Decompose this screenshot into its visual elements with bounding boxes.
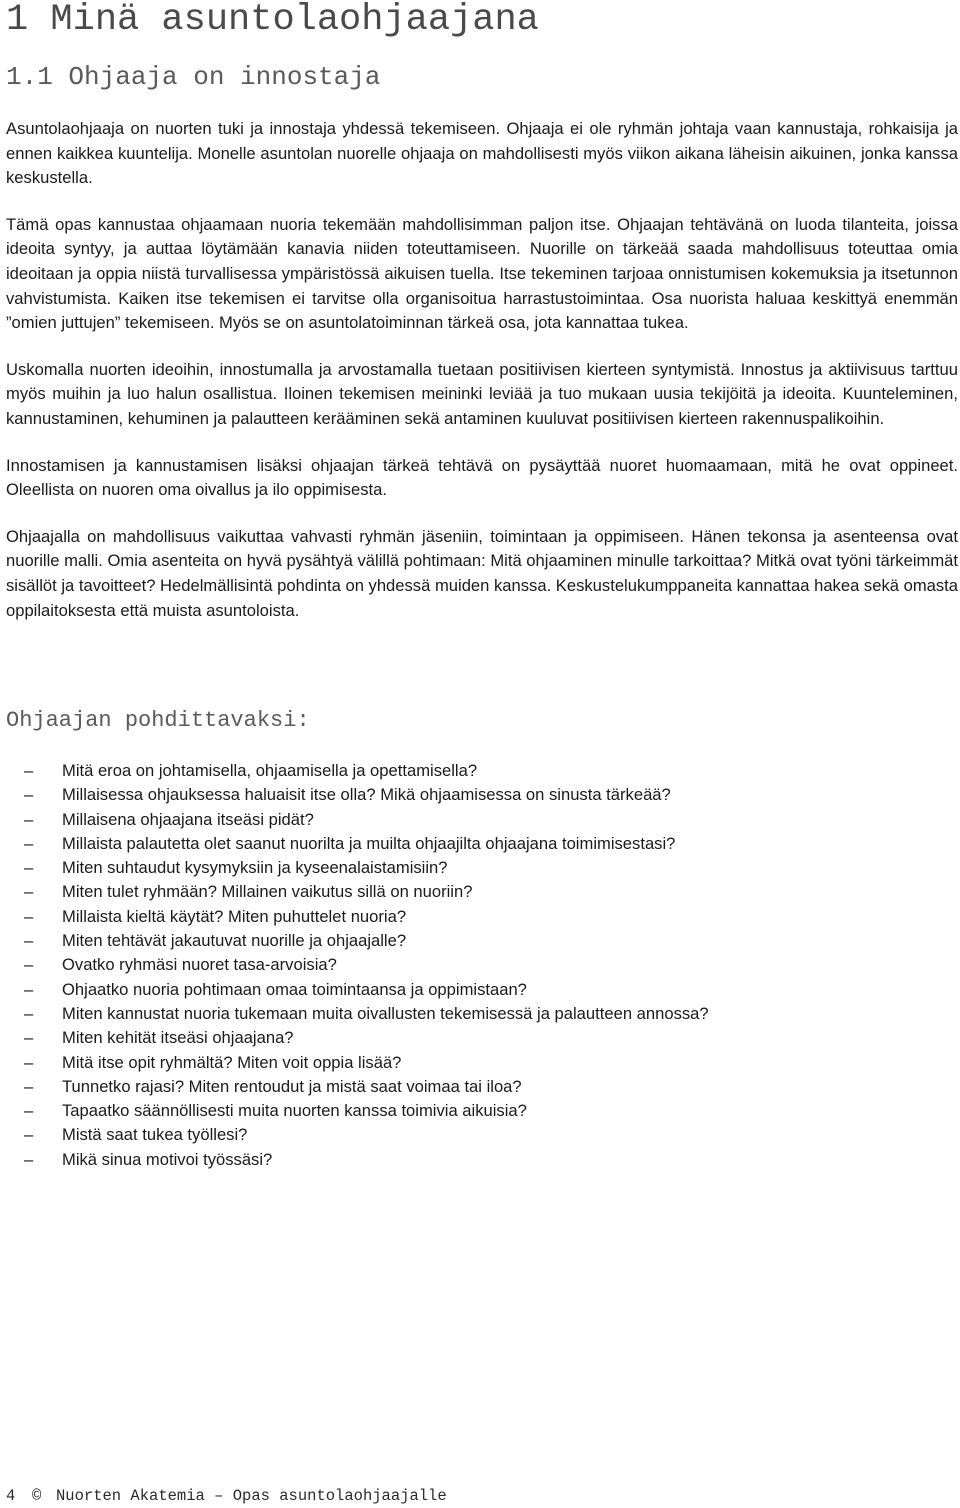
list-item — [6, 1148, 709, 1172]
list-item — [6, 1099, 709, 1123]
list-item — [6, 1002, 709, 1026]
list-item — [6, 856, 709, 880]
list-item — [6, 808, 709, 832]
dash-bullet: – — [24, 785, 34, 805]
dash-bullet: – — [24, 931, 34, 951]
dash-bullet: – — [24, 1149, 34, 1169]
dash-bullet: – — [24, 1003, 34, 1023]
dash-bullet: – — [24, 1076, 34, 1096]
dash-bullet: – — [24, 833, 34, 853]
dash-bullet: – — [24, 1101, 34, 1121]
question-text: Ohjaatko nuoria pohtimaan omaa toimintaansa ja oppimistaan? — [62, 979, 527, 999]
list-item — [6, 905, 709, 929]
questions-heading: Ohjaajan pohdittavaksi: — [6, 708, 310, 733]
list-item — [6, 953, 709, 977]
question-text: Mitä itse opit ryhmältä? Miten voit oppia lisää? — [62, 1052, 402, 1072]
list-item — [6, 759, 709, 783]
list-item — [6, 1026, 709, 1050]
page-footer — [6, 1486, 447, 1506]
dash-bullet: – — [24, 1028, 34, 1048]
dash-bullet: – — [24, 955, 34, 975]
list-item — [6, 880, 709, 904]
dash-bullet: – — [24, 1052, 34, 1072]
paragraph: Uskomalla nuorten ideoihin, innostumalla ja arvostamalla tuetaan positiivisen kierteen syntymistä. Innostus ja aktiivisuus tarttuu myös muihin ja luo halun osallistua. Iloinen tekemisen meininki leviää ja tuo mukaan uusia tekijöitä ja ideoita. Kuunteleminen, kannustaminen, kehuminen ja palautteen kerääminen sekä antaminen kuuluvat positiivisen kierteen rakennuspalikoihin. — [6, 359, 958, 428]
question-text: Miten tulet ryhmään? Millainen vaikutus sillä on nuoriin? — [62, 882, 473, 902]
paragraph: Ohjaajalla on mahdollisuus vaikuttaa vahvasti ryhmän jäseniin, toimintaan ja oppimiseen. Hänen tekonsa ja asenteensa ovat nuorille malli. Omia asenteita on hyvä pysähtyä välillä pohtimaan: Mitä ohjaaminen minulle tarkoittaa? Mitkä ovat työni tärkeimmät sisällöt ja tavoitteet? Hedelmällisintä pohdinta on yhdessä muiden kanssa. Keskustelukumppaneita kannattaa hakea sekä omasta oppilaitoksesta että muista asuntoloista. — [6, 526, 958, 620]
list-item — [6, 1075, 709, 1099]
question-text: Mistä saat tukea työllesi? — [62, 1125, 248, 1145]
question-text: Tunnetko rajasi? Miten rentoudut ja mistä saat voimaa tai iloa? — [62, 1076, 522, 1096]
question-text: Mitä eroa on johtamisella, ohjaamisella ja opettamisella? — [62, 761, 478, 780]
questions-list — [6, 759, 709, 1172]
body-text — [6, 117, 958, 645]
chapter-heading: 1 Minä asuntolaohjaajana — [6, 0, 539, 41]
list-item — [6, 783, 709, 807]
list-item — [6, 978, 709, 1002]
dash-bullet: – — [24, 809, 34, 829]
question-text: Tapaatko säännöllisesti muita nuorten kanssa toimivia aikuisia? — [62, 1101, 527, 1121]
dash-bullet: – — [24, 979, 34, 999]
list-item — [6, 1051, 709, 1075]
question-text: Miten suhtaudut kysymyksiin ja kyseenalaistamisiin? — [62, 858, 448, 878]
list-item — [6, 929, 709, 953]
question-text: Miten kannustat nuoria tukemaan muita oivallusten tekemisessä ja palautteen annossa? — [62, 1003, 709, 1023]
paragraph: Innostamisen ja kannustamisen lisäksi ohjaajan tärkeä tehtävä on pysäyttää nuoret huomaamaan, mitä he ovat oppineet. Oleellista on nuoren oma oivallus ja ilo oppimisesta. — [6, 455, 958, 500]
paragraph: Asuntolaohjaaja on nuorten tuki ja innostaja yhdessä tekemiseen. Ohjaaja ei ole ryhmän johtaja vaan kannustaja, rohkaisija ja ennen kaikkea kuuntelija. Monelle asuntolan nuorelle ohjaaja on mahdollisesti myös viikon aikana läheisin aikuinen, jonka kanssa keskustella. — [6, 119, 958, 188]
question-text: Millaisena ohjaajana itseäsi pidät? — [62, 809, 314, 829]
dash-bullet: – — [24, 882, 34, 902]
question-text: Mikä sinua motivoi työssäsi? — [62, 1149, 273, 1169]
paragraph: Tämä opas kannustaa ohjaamaan nuoria tekemään mahdollisimman paljon itse. Ohjaajan tehtävänä on luoda tilanteita, joissa ideoita syntyy, ja auttaa löytämään kanavia niiden toteuttamiseen. Nuorille on tärkeää saada mahdollisuus toteuttaa omia ideoitaan ja oppia niistä turvallisessa ympäristössä aikuisen tuella. Itse tekeminen tarjoaa onnistumisen kokemuksia ja itsetunnon vahvistumista. Kaiken itse tekemisen ei tarvitse olla organisoitua harrastustoimintaa. Osa nuorista haluaa keskittyä enemmän ”omien juttujen” tekemiseen. Myös se on asuntolatoiminnan tärkeä osa, jota kannattaa tukea. — [6, 214, 958, 333]
dash-bullet: – — [24, 761, 34, 780]
question-text: Miten tehtävät jakautuvat nuorille ja ohjaajalle? — [62, 931, 407, 951]
dash-bullet: – — [24, 858, 34, 878]
list-item — [6, 832, 709, 856]
question-text: Millaista palautetta olet saanut nuorilta ja muilta ohjaajilta ohjaajana toimimisestasi? — [62, 833, 676, 853]
dash-bullet: – — [24, 1125, 34, 1145]
question-text: Millaista kieltä käytät? Miten puhuttelet nuoria? — [62, 906, 407, 926]
question-text: Ovatko ryhmäsi nuoret tasa-arvoisia? — [62, 955, 337, 975]
list-item — [6, 1123, 709, 1147]
page-number: 4 — [6, 1487, 16, 1505]
section-heading: 1.1 Ohjaaja on innostaja — [6, 62, 381, 92]
question-text: Millaisessa ohjauksessa haluaisit itse olla? Mikä ohjaamisessa on sinusta tärkeää? — [62, 785, 671, 805]
dash-bullet: – — [24, 906, 34, 926]
footer-text: Nuorten Akatemia – Opas asuntolaohjaajalle — [56, 1487, 447, 1505]
question-text: Miten kehität itseäsi ohjaajana? — [62, 1028, 294, 1048]
copyright-icon: © — [32, 1487, 42, 1505]
